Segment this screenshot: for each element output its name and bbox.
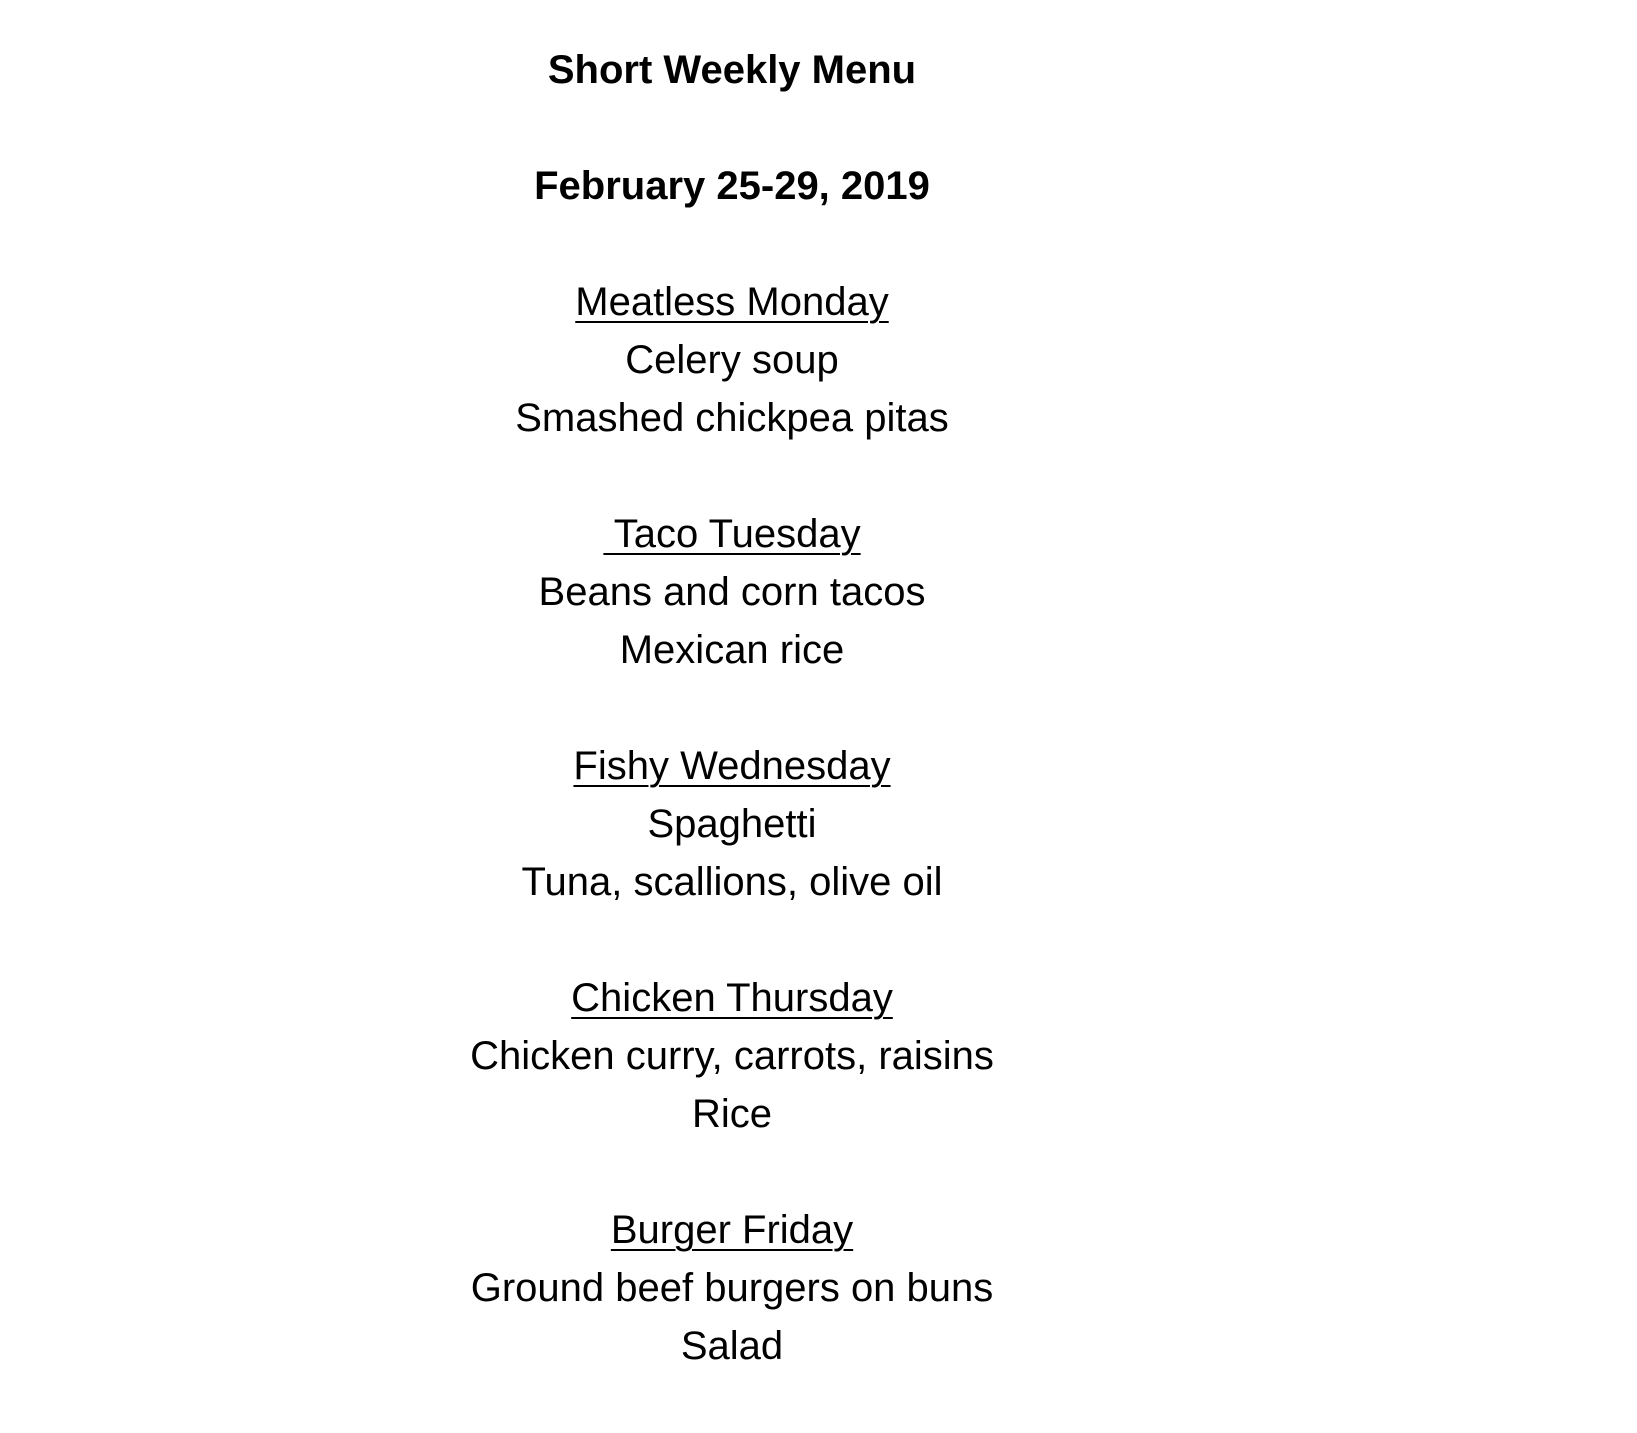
dish-item: Salad: [680, 1324, 784, 1368]
dish-item: Ground beef burgers on buns: [470, 1266, 994, 1310]
day-heading: Chicken Thursday: [571, 976, 893, 1020]
menu-date: February 25-29, 2019: [534, 164, 930, 208]
dish-item: Spaghetti: [647, 802, 817, 846]
menu-days: [0, 273, 1464, 1375]
dish-item: Chicken curry, carrots, raisins: [470, 1034, 994, 1078]
dish-item: Mexican rice: [619, 628, 845, 672]
dish-item: Rice: [691, 1092, 773, 1136]
day-heading: Taco Tuesday: [603, 512, 861, 556]
day-wednesday: [0, 737, 1464, 911]
day-heading: Burger Friday: [610, 1208, 854, 1252]
menu-title: Short Weekly Menu: [547, 48, 917, 92]
day-heading: Fishy Wednesday: [573, 744, 891, 788]
dish-item: Smashed chickpea pitas: [515, 396, 949, 440]
day-heading: Meatless Monday: [575, 280, 889, 324]
day-thursday: [0, 969, 1464, 1143]
day-monday: [0, 273, 1464, 447]
dish-item: Tuna, scallions, olive oil: [521, 860, 943, 904]
dish-item: Celery soup: [625, 338, 839, 382]
day-friday: [0, 1201, 1464, 1375]
dish-item: Beans and corn tacos: [538, 570, 926, 614]
day-tuesday: [0, 505, 1464, 679]
